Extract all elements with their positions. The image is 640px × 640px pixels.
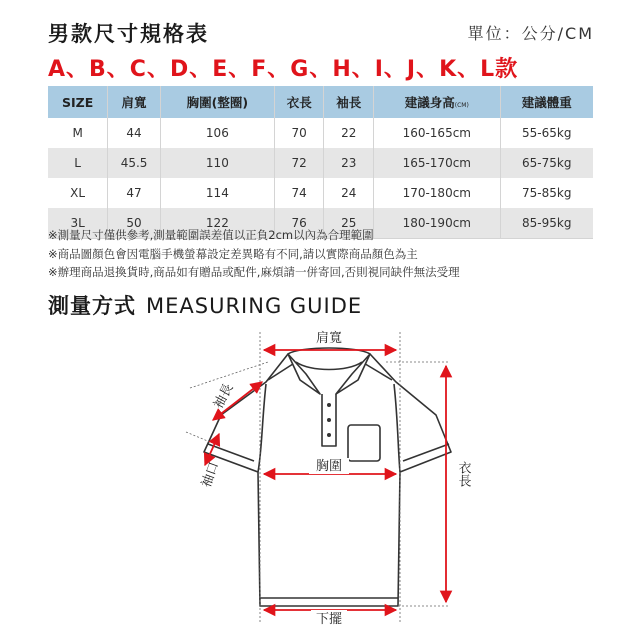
cell-chest: 114 (160, 178, 274, 208)
col-height-unit: (CM) (454, 102, 469, 109)
note-item: ※測量尺寸僅供參考,測量範圍誤差值以正負2cm以內為合理範圍 (48, 228, 374, 242)
col-shoulder: 肩寬 (108, 86, 161, 118)
note-item: ※商品圖顏色會因電腦手機螢幕設定差異略有不同,請以實際商品顏色為主 (48, 246, 418, 261)
cell-shoulder: 44 (108, 118, 161, 148)
page-title: 男款尺寸規格表 (48, 22, 209, 46)
table-header-row (48, 86, 593, 118)
guide-title-en: MEASURING GUIDE (146, 294, 363, 318)
cell-chest: 106 (160, 118, 274, 148)
col-sleeve: 袖長 (324, 86, 374, 118)
cell-weight: 55-65kg (522, 126, 572, 140)
cell-weight: 65-75kg (500, 148, 593, 178)
cell-sleeve: 25 (324, 208, 374, 239)
cell-height: 160-165cm (374, 118, 500, 148)
cell-size: 3L (48, 208, 108, 239)
cell-length: 70 (274, 118, 324, 148)
table-row (48, 178, 593, 208)
applicable-styles: A、B、C、D、E、F、G、H、I、J、K、L款 (48, 57, 519, 82)
cell-chest: 110 (160, 148, 274, 178)
shirt-measuring-diagram (0, 320, 640, 640)
cell-shoulder: 45.5 (108, 148, 161, 178)
guide-title-zh: 測量方式 (48, 294, 136, 318)
shoulder-label: 肩寬 (315, 331, 343, 346)
col-size: SIZE (48, 86, 108, 118)
col-weight: 建議體重 (500, 86, 593, 118)
col-chest: 胸圍(整圈) (160, 86, 274, 118)
cell-size: L (48, 148, 108, 178)
cell-weight: 85-95kg (500, 208, 593, 239)
cell-length: 74 (274, 178, 324, 208)
cell-height: 180-190cm (374, 208, 500, 239)
measuring-guide-title (48, 290, 362, 320)
cell-size: M (48, 118, 108, 148)
cell-shoulder: 50 (108, 208, 161, 239)
table-row (48, 118, 593, 148)
cell-weight: 75-85kg (522, 186, 572, 200)
unit-label: 單位：公分/CM (467, 24, 594, 43)
col-length: 衣長 (274, 86, 324, 118)
cuff-label: 袖口 (199, 460, 223, 490)
cell-sleeve: 23 (324, 148, 374, 178)
cell-size: XL (48, 178, 108, 208)
cell-length: 72 (274, 148, 324, 178)
cell-chest: 122 (160, 208, 274, 239)
cell-length: 76 (274, 208, 324, 239)
cell-height: 170-180cm (374, 178, 500, 208)
length-label: 衣長 (455, 461, 471, 487)
cell-sleeve: 22 (324, 118, 374, 148)
col-height (374, 86, 500, 118)
hem-label: 下擺 (315, 612, 343, 627)
cell-sleeve: 24 (324, 178, 374, 208)
sleeve-label: 袖長 (211, 381, 237, 412)
chest-label: 胸圍 (315, 459, 343, 474)
col-height-label: 建議身高 (404, 95, 455, 110)
polo-shirt-outline (204, 348, 451, 606)
notes (48, 226, 460, 282)
cell-shoulder: 47 (108, 178, 161, 208)
size-chart-table (48, 86, 593, 239)
cell-height: 165-170cm (374, 148, 500, 178)
table-row (48, 148, 593, 178)
note-item: ※辦理商品退換貨時,商品如有贈品或配件,麻煩請一併寄回,否則視同缺件無法受理 (48, 265, 460, 279)
